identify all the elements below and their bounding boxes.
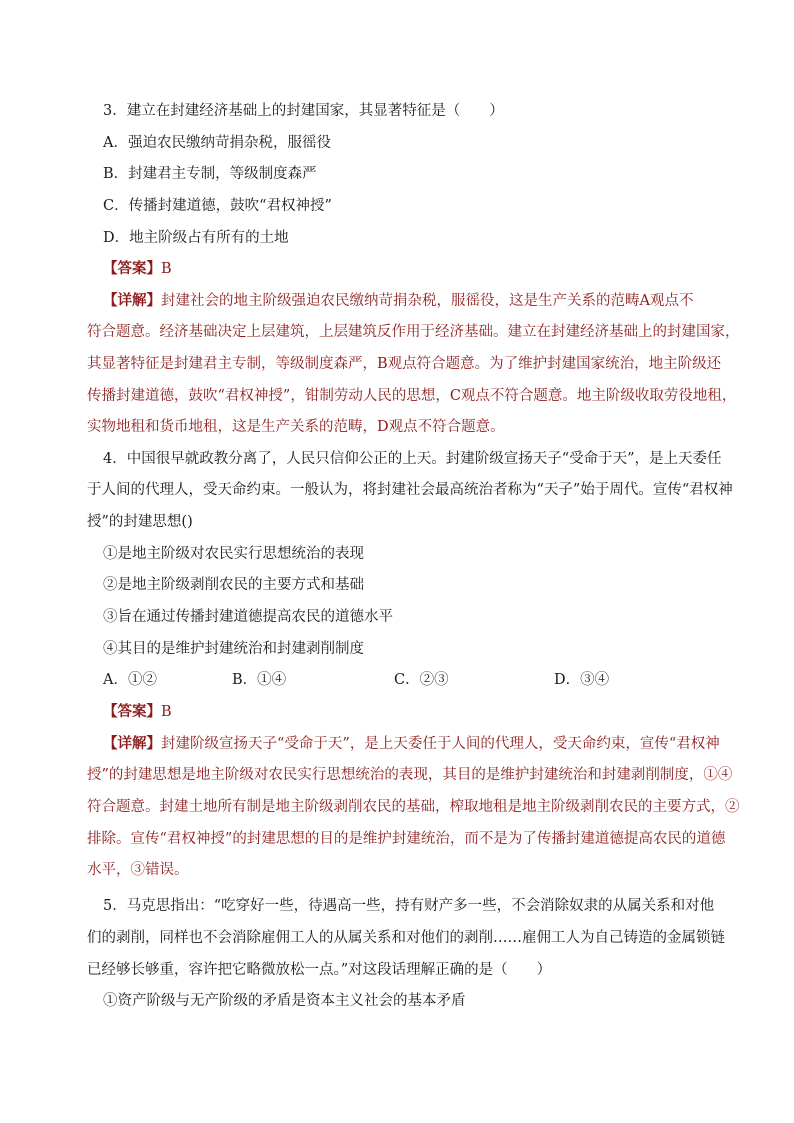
q3-option-b: B．封建君主专制，等级制度森严 (103, 166, 317, 182)
q4-item: ③旨在通过传播封建道德提高农民的道德水平 (103, 609, 393, 625)
q4-detail-line: 符合题意。封建土地所有制是地主阶级剥削农民的基础，榨取地租是地主阶级剥削农民的主要方式，② (87, 799, 740, 815)
q4-stem-line: 授”的封建思想() (87, 514, 193, 530)
q4-stem-line: 于人间的代理人，受天命约束。一般认为，将封建社会最高统治者称为“天子”始于周代。宣传“君权神 (87, 482, 733, 498)
q5-stem-line: 们的剥削，同样也不会消除雇佣工人的从属关系和对他们的剥削……雇佣工人为自己铸造的金属锁链 (87, 930, 725, 946)
q3-answer (0, 259, 794, 279)
q4-item: ④其目的是维护封建统治和封建剥削制度 (103, 641, 364, 657)
q5-item: ①资产阶级与无产阶级的矛盾是资本主义社会的基本矛盾 (103, 993, 466, 1009)
answer-value: B (161, 704, 172, 720)
q3-option-d: D．地主阶级占有所有的土地 (103, 230, 289, 246)
detail-tag: 【详解】 (103, 735, 161, 752)
q3-stem: 3．建立在封建经济基础上的封建国家，其显著特征是（ ） (103, 103, 504, 119)
q3-detail-line: 实物地租和货币地租，这是生产关系的范畴，D观点不符合题意。 (87, 419, 505, 435)
detail-tag: 【详解】 (103, 292, 161, 309)
q4-detail-line: 水平，③错误。 (87, 862, 189, 878)
q4-item: ②是地主阶级剥削农民的主要方式和基础 (103, 577, 364, 593)
q4-answer (0, 702, 794, 722)
q3-option-c: C．传播封建道德，鼓吹“君权神授” (103, 198, 332, 214)
q3-option-a: A．强迫农民缴纳苛捐杂税，服徭役 (103, 135, 331, 151)
q4-option-d: D．③④ (554, 672, 610, 688)
q5-stem-line: 5．马克思指出：“吃穿好一些，待遇高一些，持有财产多一些，不会消除奴隶的从属关系和对他 (103, 898, 715, 914)
q3-detail-line: 传播封建道德，鼓吹“君权神授”，钳制劳动人民的思想，C观点不符合题意。地主阶级收取劳役地租， (87, 388, 737, 404)
q4-detail-line: 授”的封建思想是地主阶级对农民实行思想统治的表现，其目的是维护封建统治和封建剥削制度，①④ (87, 767, 733, 783)
q4-detail-line (0, 734, 794, 754)
detail-text: 封建阶级宣扬天子“受命于天”，是上天委任于人间的代理人，受天命约束，宣传“君权神 (161, 736, 720, 752)
q4-option-a: A．①② (103, 672, 157, 688)
q4-stem-line: 4．中国很早就政教分离了，人民只信仰公正的上天。封建阶级宣扬天子“受命于天”，是上天委任 (103, 451, 722, 467)
q3-detail-line: 其显著特征是封建君主专制，等级制度森严，B观点符合题意。为了维护封建国家统治，地主阶级还 (87, 356, 722, 372)
answer-tag: 【答案】 (103, 260, 161, 277)
q3-detail-line: 符合题意。经济基础决定上层建筑，上层建筑反作用于经济基础。建立在封建经济基础上的封建国家， (87, 324, 740, 340)
q4-option-c: C．②③ (394, 672, 449, 688)
answer-value: B (161, 261, 172, 277)
q5-stem-line: 已经够长够重，容许把它略微放松一点。”对这段话理解正确的是（ ） (87, 962, 552, 978)
q4-option-b: B．①④ (232, 672, 287, 688)
detail-text: 封建社会的地主阶级强迫农民缴纳苛捐杂税，服徭役，这是生产关系的范畴A观点不 (161, 293, 694, 309)
q3-detail-line (0, 291, 794, 311)
answer-tag: 【答案】 (103, 703, 161, 720)
q4-item: ①是地主阶级对农民实行思想统治的表现 (103, 546, 364, 562)
q4-detail-line: 排除。宣传“君权神授”的封建思想的目的是维护封建统治，而不是为了传播封建道德提高农民的道德 (87, 831, 726, 847)
q4-options (0, 670, 794, 690)
